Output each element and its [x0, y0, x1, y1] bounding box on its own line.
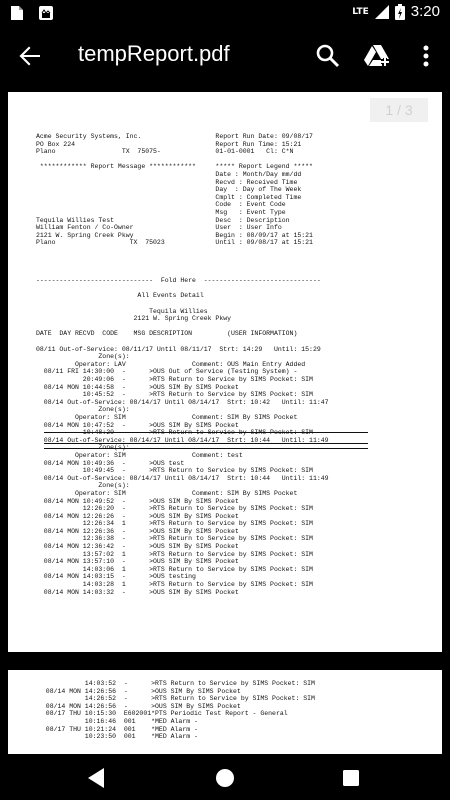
- page-indicator: 1 / 3: [370, 98, 428, 122]
- divider: [44, 432, 368, 433]
- app-bar: [0, 26, 450, 86]
- notification-doc-icon: [10, 5, 24, 21]
- document-title: tempReport.pdf: [78, 41, 230, 66]
- add-to-drive-icon[interactable]: [364, 42, 392, 70]
- page2-text: 14:03:52 - >RTS Return to Service by SIMS Pocket: SIM 08/14 MON 14:26:56 - >OUS SIM By SIMS Pocket 14:26:52 - >RTS Return to Service by SIMS Pocket: SIM 08/14 MON 14:26:56 - >OUS SIM By SIMS Pocket 08/17 THU 10:15:30 E602001*PTS Periodic Test Report - General 10:16:46 001 *MED Alarm - 08/17 THU 10:21:24 001 *MED Alarm - 10:23:50 001 *MED Alarm -: [45, 680, 315, 741]
- search-icon[interactable]: [314, 42, 342, 70]
- status-time: 3:20: [410, 3, 440, 20]
- signal-icon: [375, 5, 389, 19]
- divider: [44, 448, 368, 449]
- navigation-bar: [0, 754, 450, 800]
- back-nav-icon[interactable]: [82, 762, 114, 794]
- pdf-page-2[interactable]: [8, 670, 442, 754]
- notification-drive-icon: [38, 5, 54, 21]
- status-bar: [0, 0, 450, 26]
- home-nav-icon[interactable]: [209, 762, 241, 794]
- recents-nav-icon[interactable]: [335, 762, 367, 794]
- divider: [44, 443, 368, 444]
- network-type: LTE: [352, 6, 369, 17]
- pdf-page-1[interactable]: [8, 92, 442, 652]
- back-arrow-icon[interactable]: [14, 40, 46, 72]
- more-options-icon[interactable]: [412, 42, 440, 70]
- battery-charging-icon: [395, 4, 405, 20]
- page1-text: Acme Security Systems, Inc. Report Run Date: 09/08/17 PO Box 224 Report Run Time: 15:21 Plano TX 75075- 01-01-0001 Cl: C*N ************ Report Message ************ ***** Report Legend ***** Date : Month/Day mm/dd Recvd : Received Time Day : Day of The Week Cmplt : Completed Time Code : Event Code Msg : Event Type Tequila Willies Test Desc : Description William Fenton / Co-Owner User : User Info 2121 W. Spring Creek Pkwy Begin : 08/09/17 at 15:21 Plano TX 75023 Until : 09/08/17 at 15:21 ------------------------------ Fold Here ------------------------------ All Events Detail Tequila Willies 2121 W. Spring Creek Pkwy DATE DAY RECVD CODE MSG DESCRIPTION (USER INFORMATION) 08/11 Out-of-Service: 08/11/17 Until 08/11/17 Strt: 14:29 Until: 15:29 Zone(s): Operator: LAV Comment: OUS Main Entry Added 08/11 FRI 14:30:00 - >OUS Out of Service (Testing System) - 20:49:06 - >RTS Return to Service by SIMS Pocket: SIM 08/14 MON 10:44:58 - >OUS SIM By SIMS Pocket 10:45:52 - >RTS Return to Service by SIMS Pocket: SIM 08/14 Out-of-Service: 08/14/17 Until 08/14/17 Strt: 10:42 Until: 11:47 Zone(s): Operator: SIM Comment: SIM By SIMS Pocket 08/14 MON 10:47:52 - >OUS SIM By SIMS Pocket 10:48:20 - >RTS Return to Service by SIMS Pocket: SIM 08/14 Out-of-Service: 08/14/17 Until 08/14/17 Strt: 10:44 Until: 11:49 Zone(s): Operator: SIM Comment: test 08/14 MON 10:49:36 - >OUS test 10:49:45 - >RTS Return to Service by SIMS Pocket: SIM 08/14 Out-of-Service: 08/14/17 Until 08/14/17 Strt: 10:44 Until: 11:49 Zone(s): Operator: SIM Comment: SIM By SIMS Pocket 08/14 MON 10:49:52 - >OUS SIM By SIMS Pocket 12:26:20 - >RTS Return to Service by SIMS Pocket: SIM 08/14 MON 12:26:26 - >OUS SIM By SIMS Pocket 12:26:34 1 >RTS Return to Service by SIMS Pocket: SIM 08/14 MON 12:26:36 - >OUS SIM By SIMS Pocket 12:36:38 - >RTS Return to Service by SIMS Pocket: SIM 08/14 MON 12:36:42 - >OUS SIM By SIMS Pocket 13:57:02 1 >RTS Return to Service by SIMS Pocket: SIM 08/14 MON 13:57:10 - >OUS SIM By SIMS Pocket 14:03:06 1 >RTS Return to Service by SIMS Pocket: SIM 08/14 MON 14:03:15 - >OUS testing 14:03:28 1 >RTS Return to Service by SIMS Pocket: SIM 08/14 MON 14:03:32 - >OUS SIM By SIMS Pocket: [36, 133, 329, 596]
